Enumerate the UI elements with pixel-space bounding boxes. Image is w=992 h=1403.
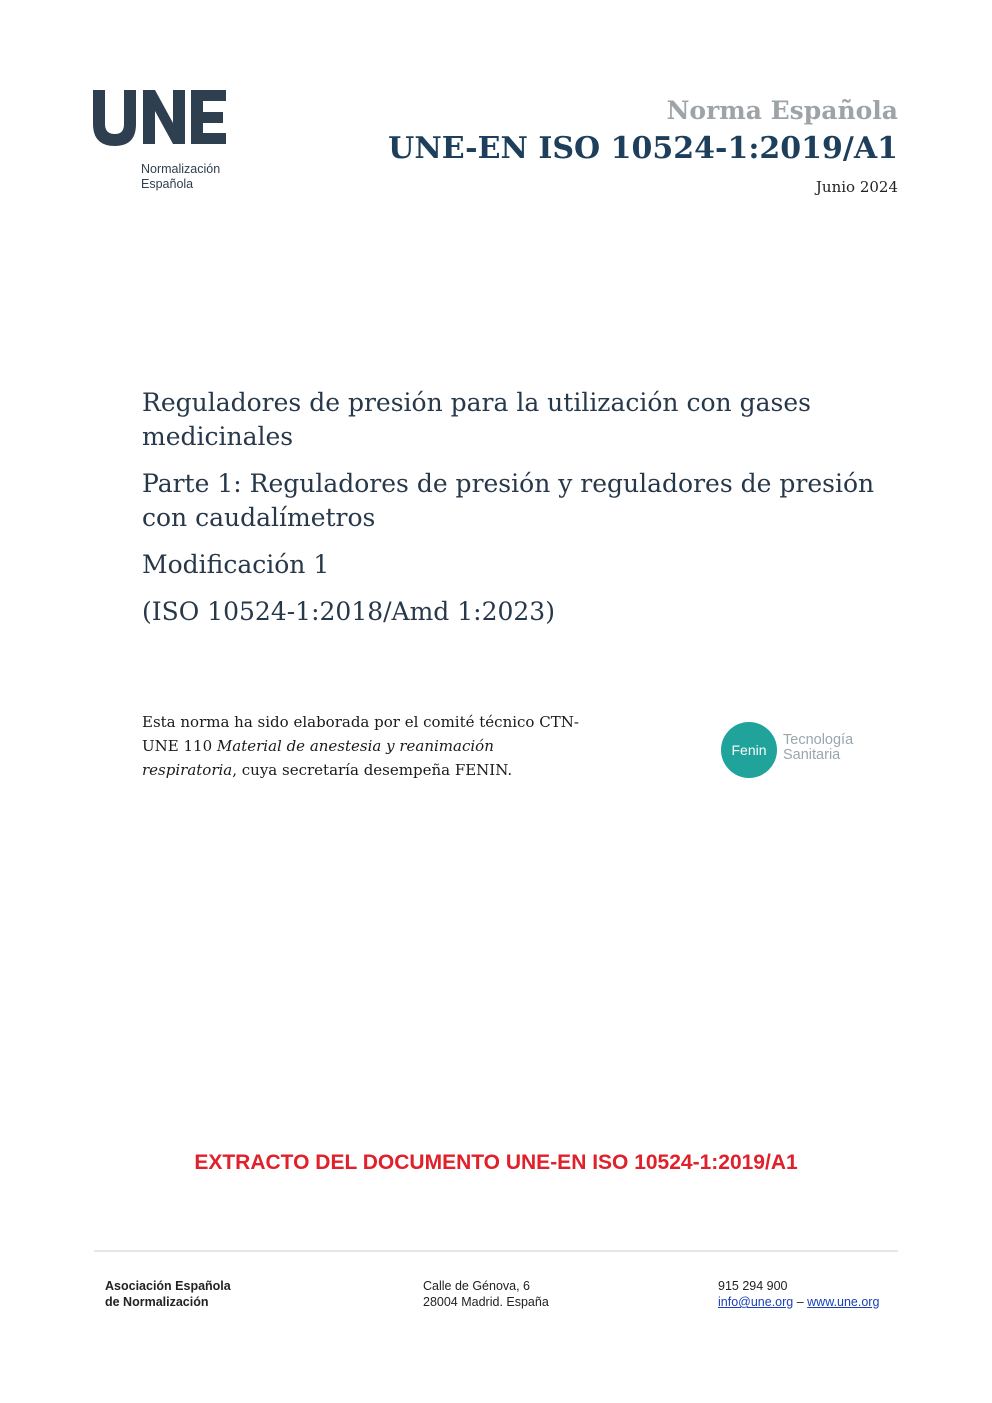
main-title: Reguladores de presión para la utilización con gases medicinales	[142, 388, 811, 451]
une-logo	[93, 90, 227, 191]
email-link[interactable]: info@une.org	[718, 1295, 794, 1309]
fenin-tagline	[783, 733, 853, 763]
une-subtitle-line2: Española	[141, 177, 194, 191]
footer-divider	[94, 1250, 898, 1252]
standard-code: UNE-EN ISO 10524-1:2019/A1	[388, 131, 898, 166]
footer-address	[423, 1278, 549, 1310]
footer-address-line1: Calle de Génova, 6	[423, 1279, 531, 1293]
footer-org-line1: Asociación Española	[105, 1279, 231, 1293]
extract-banner: EXTRACTO DEL DOCUMENTO UNE-EN ISO 10524-1:2019/A1	[194, 1151, 798, 1174]
fenin-tagline-line1: Tecnología	[783, 732, 854, 748]
une-subtitle	[141, 162, 220, 192]
committee-text-before: Esta norma ha sido elaborada por el comité técnico CTN-UNE 110	[142, 713, 579, 755]
title-block	[142, 386, 902, 642]
norma-label: Norma Española	[666, 96, 898, 125]
fenin-circle-icon: Fenin	[721, 722, 777, 778]
part-title: Parte 1: Reguladores de presión y reguladores de presión con caudalímetros	[142, 469, 875, 532]
committee-text-after: , cuya secretaría desempeña FENIN.	[232, 761, 513, 779]
fenin-logo	[721, 721, 871, 779]
website-link[interactable]: www.une.org	[807, 1295, 880, 1309]
footer-org-line2: de Normalización	[105, 1295, 209, 1309]
footer-links	[718, 1294, 879, 1310]
publication-date: Junio 2024	[815, 178, 898, 196]
une-wordmark-icon	[93, 90, 227, 146]
une-subtitle-line1: Normalización	[141, 162, 221, 176]
footer-phone: 915 294 900	[718, 1279, 788, 1293]
fenin-tagline-line2: Sanitaria	[783, 747, 841, 763]
amendment-title: Modificación 1	[142, 550, 330, 579]
footer-contact	[718, 1278, 879, 1310]
committee-name: Material de anestesia y reanimación respiratoria	[142, 737, 494, 779]
footer-organization	[105, 1278, 231, 1310]
committee-note	[142, 710, 592, 782]
footer-address-line2: 28004 Madrid. España	[423, 1295, 549, 1309]
iso-reference: (ISO 10524-1:2018/Amd 1:2023)	[142, 597, 555, 626]
footer-link-separator: –	[793, 1295, 808, 1309]
